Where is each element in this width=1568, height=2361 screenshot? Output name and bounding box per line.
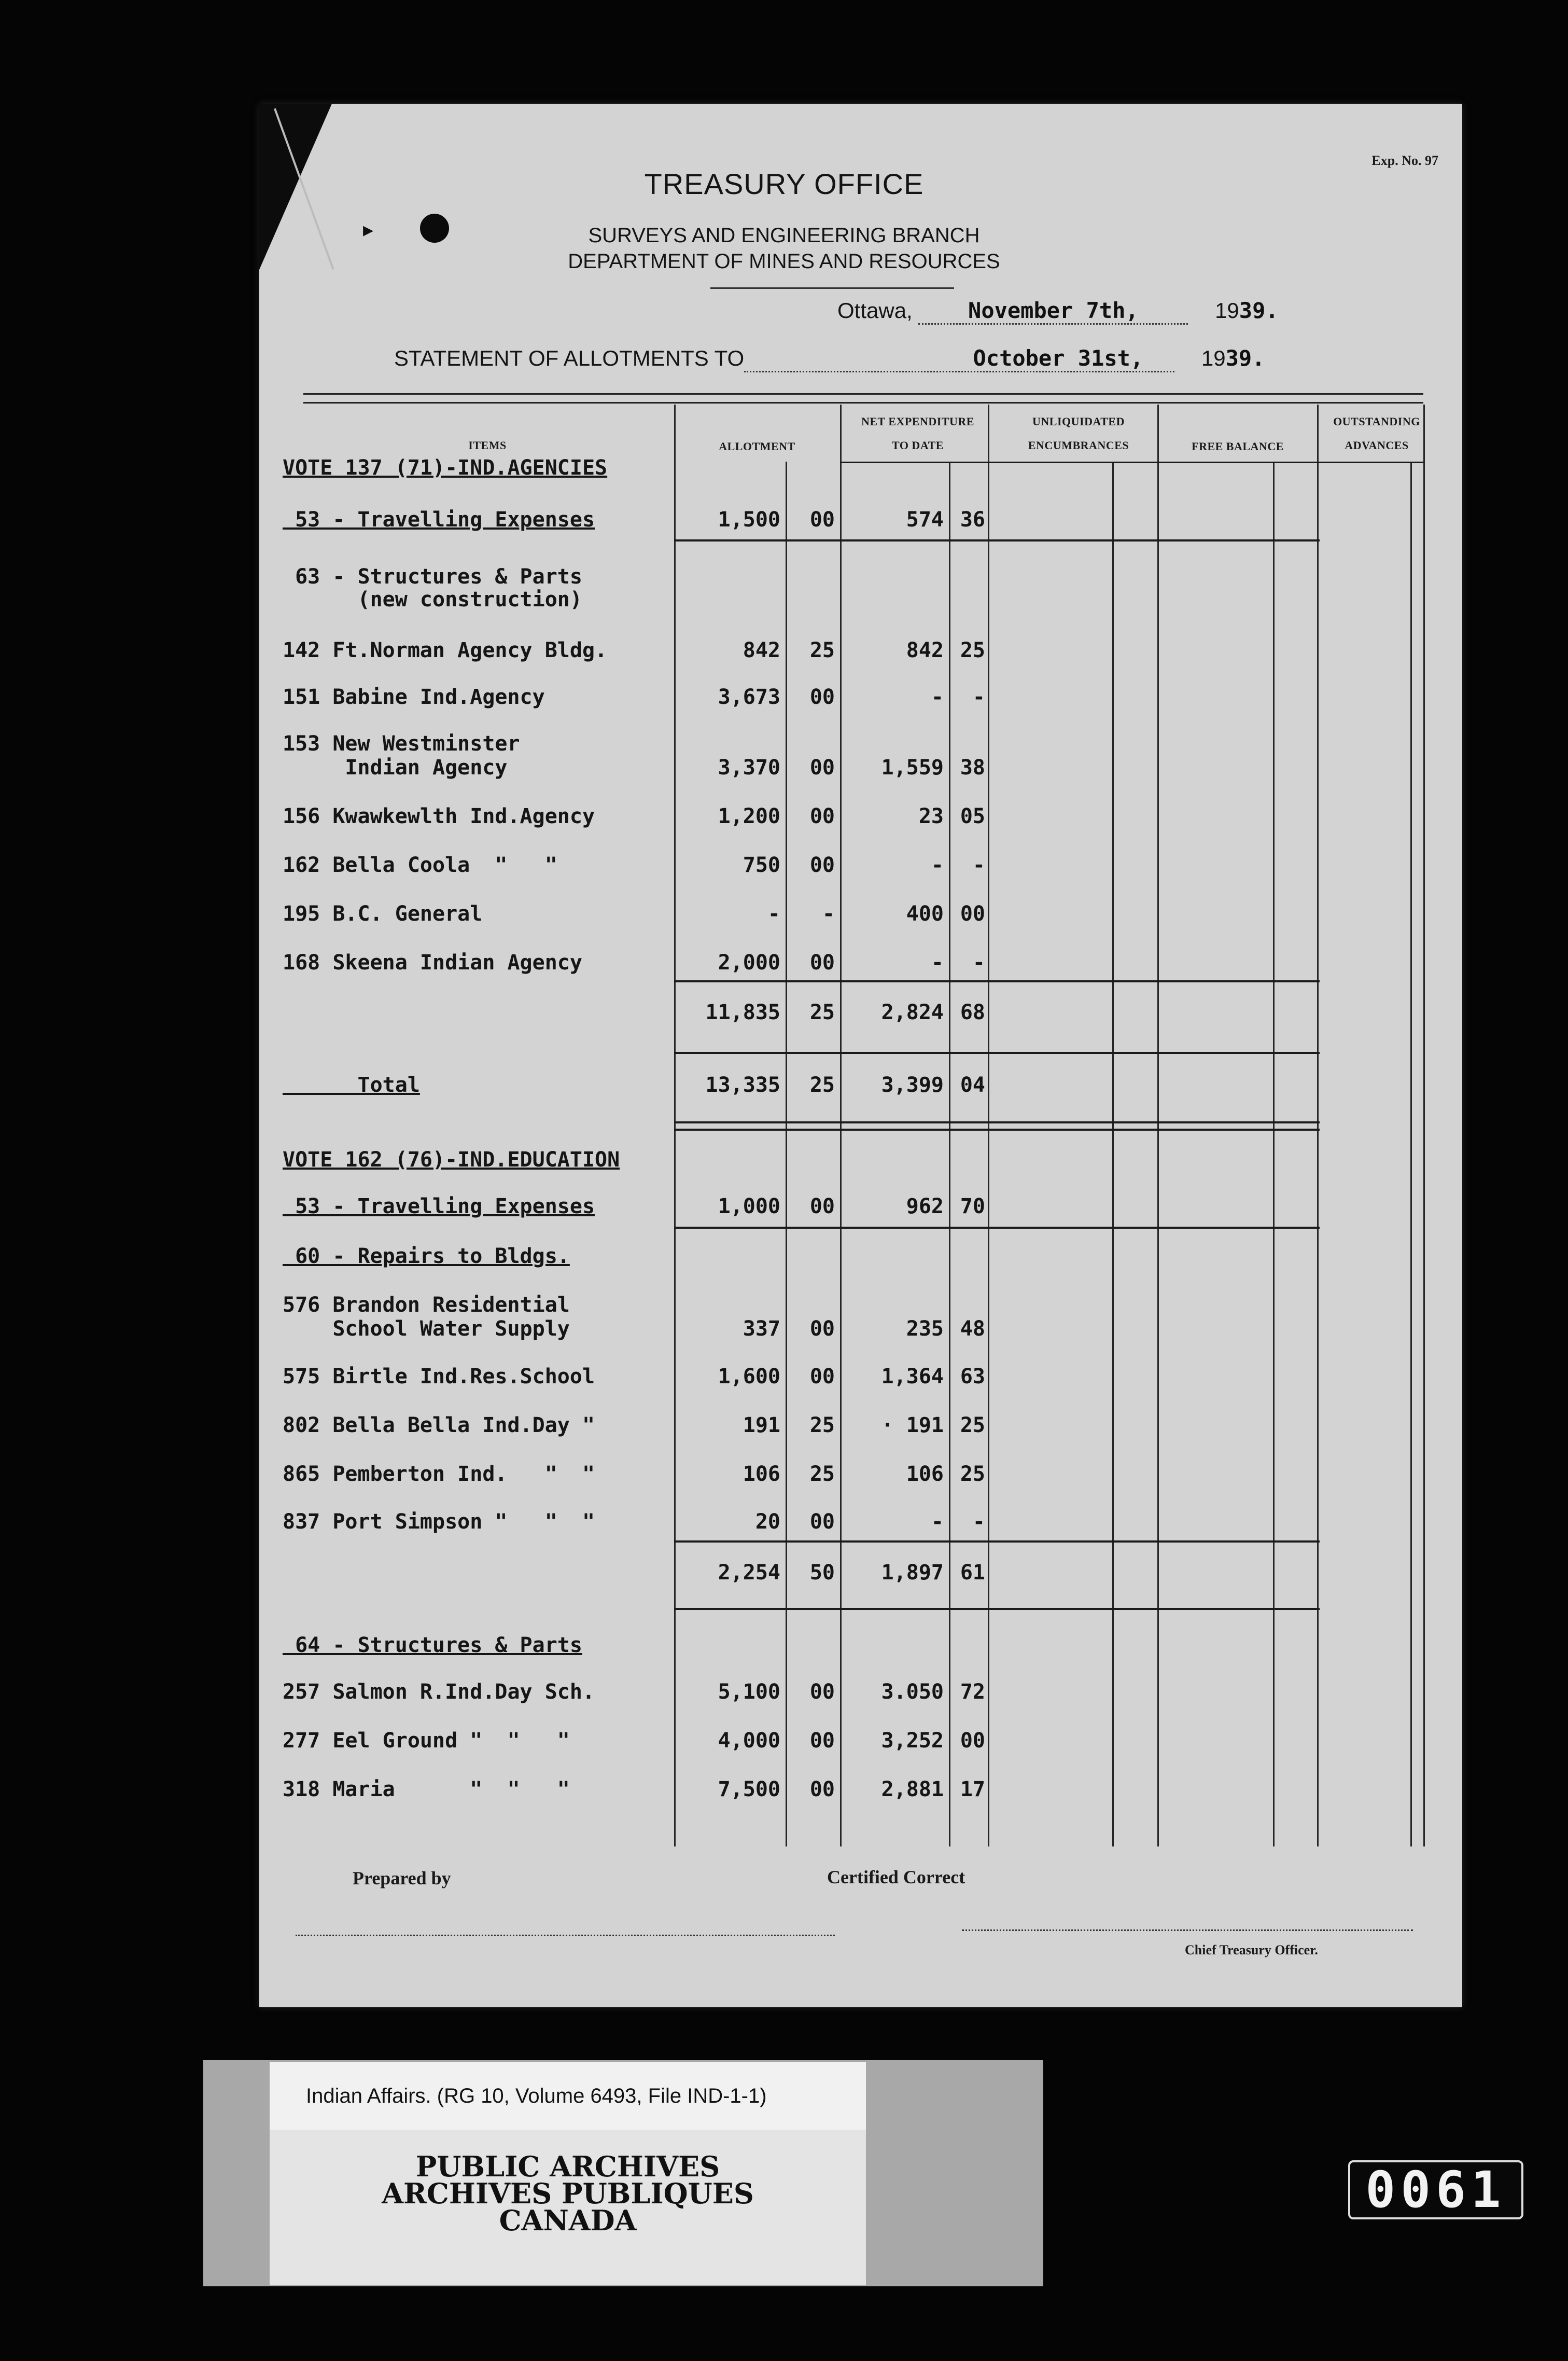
archive-line-2: ARCHIVES PUBLIQUES (382, 2177, 754, 2210)
allotment-cents: 00 (809, 853, 835, 877)
allotment-dollars: 3,370 (718, 756, 780, 780)
arrow-mark-icon: ▸ (363, 218, 374, 242)
rule-after-travel-1 (674, 539, 1320, 541)
subtotal-allotment-cents: 25 (809, 1001, 835, 1024)
certified-correct-label: Certified Correct (827, 1867, 965, 1887)
subtotal-expenditure-cents: 61 (960, 1561, 985, 1585)
expenditure-cents: 36 (960, 508, 985, 532)
subtotal-allotment-dollars: 2,254 (718, 1561, 780, 1585)
total-allotment-dollars: 13,335 (705, 1073, 780, 1097)
expenditure-cents: 25 (960, 1413, 985, 1437)
allotment-dollars: 1,000 (718, 1195, 780, 1218)
allotment-dollars: 337 (743, 1317, 780, 1341)
col-head-out-2: ADVANCES (1345, 439, 1409, 452)
title-divider (710, 287, 954, 289)
allotment-dollars: 1,500 (718, 508, 780, 532)
expenditure-cents: - (972, 951, 985, 975)
expenditure-dollars: 3.050 (881, 1680, 944, 1704)
col-head-items: ITEMS (468, 439, 507, 452)
place-label: Ottawa, (837, 298, 913, 323)
rule-subtotal-1 (674, 980, 1320, 982)
statement-label: STATEMENT OF ALLOTMENTS TO (394, 346, 745, 370)
col-head-free: FREE BALANCE (1192, 440, 1284, 453)
total-expenditure-cents: 04 (960, 1073, 985, 1097)
date-value: November 7th, (968, 298, 1139, 323)
rule-subtotal-2 (674, 1540, 1320, 1543)
allotment-cents: 00 (809, 1510, 835, 1534)
expenditure-dollars: 106 (906, 1462, 944, 1486)
allotment-dollars: 1,200 (718, 804, 780, 828)
expenditure-cents: 00 (960, 902, 985, 926)
statement-line (394, 345, 1265, 372)
row-label: 162 Bella Coola " " (283, 853, 557, 877)
archive-line-3: CANADA (499, 2204, 637, 2237)
expenditure-dollars: - (931, 853, 944, 877)
expenditure-dollars: - (931, 685, 944, 709)
expenditure-cents: 63 (960, 1365, 985, 1388)
row-label: 195 B.C. General (283, 902, 483, 926)
row-label: 53 - Travelling Expenses (283, 1195, 595, 1218)
expenditure-cents: 05 (960, 804, 985, 828)
expenditure-cents: - (972, 853, 985, 877)
expenditure-cents: 48 (960, 1317, 985, 1341)
row-label: 257 Salmon R.Ind.Day Sch. (283, 1680, 595, 1704)
allotment-dollars: 106 (743, 1462, 780, 1486)
section-64-heading: 64 - Structures & Parts (283, 1633, 582, 1657)
expenditure-dollars: 842 (906, 638, 944, 662)
row-label-continued: Indian Agency (283, 756, 508, 780)
statement-year-prefix: 19 (1201, 346, 1226, 370)
expenditure-cents: 17 (960, 1777, 985, 1801)
subtotal-expenditure-dollars: 2,824 (881, 1001, 944, 1024)
subtotal-expenditure-cents: 68 (960, 1001, 985, 1024)
col-head-net-2: TO DATE (892, 439, 944, 452)
prepared-by-signature-line (296, 1935, 835, 1936)
allotment-cents: 25 (809, 1413, 835, 1437)
expenditure-dollars: 3,252 (881, 1729, 944, 1753)
allotment-dollars: - (767, 902, 780, 926)
total-allotment-cents: 25 (809, 1073, 835, 1097)
allotment-cents: - (822, 902, 835, 926)
row-label: 318 Maria " " " (283, 1777, 570, 1801)
rule-after-travel-2 (674, 1227, 1320, 1229)
allotment-cents: 00 (809, 685, 835, 709)
subtotal-allotment-dollars: 11,835 (705, 1001, 780, 1024)
section-63-subheading: (new construction) (283, 588, 582, 612)
col-head-net-1: NET EXPENDITURE (861, 415, 974, 428)
subtotal-expenditure-dollars: 1,897 (881, 1561, 944, 1585)
allotment-cents: 00 (809, 508, 835, 532)
rule-total-top (674, 1052, 1320, 1054)
vote-162-heading: VOTE 162 (76)-IND.EDUCATION (283, 1148, 620, 1172)
row-label-continued: School Water Supply (283, 1317, 570, 1341)
allotment-dollars: 20 (755, 1510, 780, 1534)
allotment-dollars: 7,500 (718, 1777, 780, 1801)
allotment-cents: 25 (809, 638, 835, 662)
expenditure-cents: - (972, 1510, 985, 1534)
department-title: DEPARTMENT OF MINES AND RESOURCES (568, 250, 1000, 273)
year-value: 39. (1239, 298, 1279, 323)
allotment-cents: 00 (809, 1777, 835, 1801)
row-label: 865 Pemberton Ind. " " (283, 1462, 595, 1486)
expenditure-dollars: · 191 (881, 1413, 944, 1437)
allotment-cents: 00 (809, 1195, 835, 1218)
statement-date-field (744, 345, 1174, 372)
expenditure-dollars: 23 (918, 804, 944, 828)
chief-officer-label: Chief Treasury Officer. (1185, 1942, 1318, 1957)
section-63-heading: 63 - Structures & Parts (283, 565, 582, 589)
row-label: 151 Babine Ind.Agency (283, 685, 545, 709)
expenditure-cents: 25 (960, 638, 985, 662)
archive-source-label: Indian Affairs. (RG 10, Volume 6493, File IND-1-1) (270, 2062, 866, 2130)
row-label: 156 Kwawkewlth Ind.Agency (283, 804, 595, 828)
allotment-cents: 00 (809, 1729, 835, 1753)
statement-date: October 31st, (973, 345, 1144, 371)
allotment-cents: 00 (809, 804, 835, 828)
rule-net-cents (949, 462, 950, 1846)
row-label: 576 Brandon Residential (283, 1293, 570, 1317)
header-underline (840, 462, 1423, 463)
expenditure-dollars: - (931, 1510, 944, 1534)
allotment-dollars: 5,100 (718, 1680, 780, 1704)
expenditure-cents: - (972, 685, 985, 709)
row-label: 837 Port Simpson " " " (283, 1510, 595, 1534)
col-head-allotment: ALLOTMENT (719, 440, 795, 453)
expenditure-cents: 70 (960, 1195, 985, 1218)
allotment-dollars: 2,000 (718, 951, 780, 975)
allotment-dollars: 750 (743, 853, 780, 877)
branch-title: SURVEYS AND ENGINEERING BRANCH (588, 224, 980, 247)
rule-section-64 (674, 1608, 1320, 1610)
microfilm-frame-number: 0061 (1348, 2160, 1523, 2219)
expenditure-dollars: 1,364 (881, 1365, 944, 1388)
row-label: 802 Bella Bella Ind.Day " (283, 1413, 595, 1437)
header-double-rule (303, 393, 1423, 404)
allotment-dollars: 1,600 (718, 1365, 780, 1388)
form-number: Exp. No. 97 (1371, 153, 1438, 168)
prepared-by-label: Prepared by (353, 1868, 451, 1888)
rule-right (1423, 405, 1425, 1846)
allotment-cents: 25 (809, 1462, 835, 1486)
section-60-heading: 60 - Repairs to Bldgs. (283, 1244, 570, 1268)
rule-unliq-cents (1112, 462, 1114, 1846)
rule-allotment-cents (786, 462, 787, 1846)
total-expenditure-dollars: 3,399 (881, 1073, 944, 1097)
expenditure-cents: 38 (960, 756, 985, 780)
allotment-dollars: 4,000 (718, 1729, 780, 1753)
rule-total-double (674, 1121, 1320, 1131)
row-label: 153 New Westminster (283, 732, 520, 756)
vote-137-heading: VOTE 137 (71)-IND.AGENCIES (283, 456, 608, 480)
allotment-cents: 00 (809, 756, 835, 780)
subtotal-allotment-cents: 50 (809, 1561, 835, 1585)
allotment-dollars: 842 (743, 638, 780, 662)
col-head-unliq-1: UNLIQUIDATED (1032, 415, 1125, 428)
col-head-unliq-2: ENCUMBRANCES (1028, 439, 1129, 452)
rule-free-cents (1273, 462, 1275, 1846)
expenditure-cents: 25 (960, 1462, 985, 1486)
expenditure-cents: 00 (960, 1729, 985, 1753)
expenditure-dollars: 2,881 (881, 1777, 944, 1801)
date-field (918, 298, 1188, 325)
row-label: 168 Skeena Indian Agency (283, 951, 582, 975)
row-label: 142 Ft.Norman Agency Bldg. (283, 638, 608, 662)
col-head-out-1: OUTSTANDING (1333, 415, 1420, 428)
expenditure-cents: 72 (960, 1680, 985, 1704)
row-label: 53 - Travelling Expenses (283, 508, 595, 532)
expenditure-dollars: 400 (906, 902, 944, 926)
row-label: 277 Eel Ground " " " (283, 1729, 570, 1753)
allotment-dollars: 3,673 (718, 685, 780, 709)
archive-line-1: PUBLIC ARCHIVES (415, 2150, 720, 2183)
rule-out-cents (1410, 462, 1412, 1846)
allotment-cents: 00 (809, 1365, 835, 1388)
certified-signature-line (962, 1929, 1413, 1931)
expenditure-dollars: 962 (906, 1195, 944, 1218)
expenditure-dollars: 574 (906, 508, 944, 532)
expenditure-dollars: 235 (906, 1317, 944, 1341)
expenditure-dollars: 1,559 (881, 756, 944, 780)
office-title: TREASURY OFFICE (644, 168, 924, 200)
total-label: Total (283, 1073, 420, 1097)
allotment-cents: 00 (809, 951, 835, 975)
row-label: 575 Birtle Ind.Res.School (283, 1365, 595, 1388)
statement-year: 39. (1225, 345, 1265, 371)
date-line (837, 298, 1279, 325)
year-prefix: 19 (1215, 298, 1239, 323)
document-sheet (259, 104, 1462, 2007)
allotment-dollars: 191 (743, 1413, 780, 1437)
allotment-cents: 00 (809, 1317, 835, 1341)
expenditure-dollars: - (931, 951, 944, 975)
allotment-cents: 00 (809, 1680, 835, 1704)
